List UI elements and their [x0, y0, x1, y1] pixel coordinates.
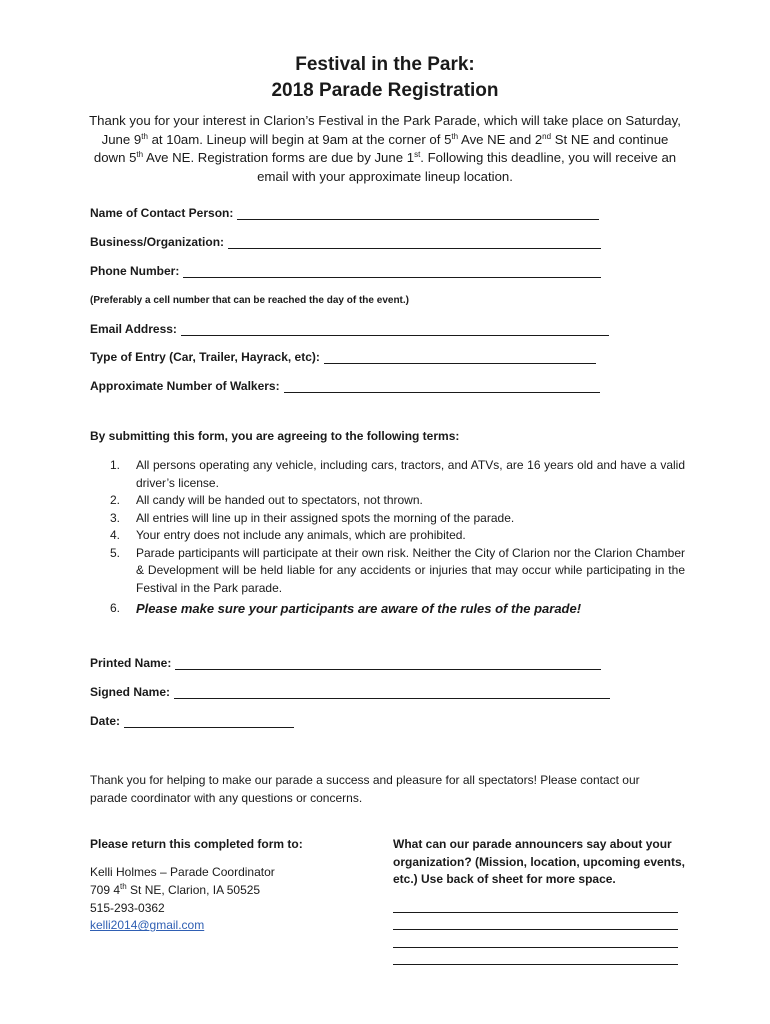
form-title: Festival in the Park: — [295, 54, 475, 75]
signed-name-label: Signed Name: — [90, 685, 171, 699]
coordinator-email-link[interactable]: kelli2014@gmail.com — [90, 918, 205, 933]
walkers-label: Approximate Number of Walkers: — [90, 379, 280, 393]
date-field[interactable] — [90, 714, 294, 728]
coordinator-name: Kelli Holmes – Parade Coordinator — [90, 865, 275, 879]
term-item-emphasis: 6. Please make sure your participants are aware of the rules of the parade! — [110, 601, 582, 616]
return-heading: Please return this completed form to: — [90, 837, 303, 851]
answer-line[interactable] — [393, 948, 678, 966]
contact-person-blank[interactable] — [237, 207, 599, 220]
phone-note: (Preferably a cell number that can be reached the day of the event.) — [90, 295, 409, 306]
entry-type-label: Type of Entry (Car, Trailer, Hayrack, etc): — [90, 350, 320, 364]
terms-list — [110, 457, 685, 618]
email-label: Email Address: — [90, 322, 177, 336]
street-address: 709 4th St NE, Clarion, IA 50525 — [90, 881, 261, 897]
phone-blank[interactable] — [183, 265, 601, 278]
term-item: 3. All entries will line up in their assigned spots the morning of the parade. — [110, 510, 515, 525]
printed-name-blank[interactable] — [175, 657, 601, 670]
phone-field[interactable] — [90, 264, 601, 278]
coordinator-phone: 515-293-0362 — [90, 900, 165, 915]
business-blank[interactable] — [228, 236, 601, 249]
entry-type-blank[interactable] — [324, 351, 596, 364]
signed-name-field[interactable] — [90, 685, 610, 699]
email-field[interactable] — [90, 322, 609, 336]
printed-name-label: Printed Name: — [90, 656, 172, 670]
printed-name-field[interactable] — [90, 656, 601, 670]
phone-label: Phone Number: — [90, 264, 180, 278]
date-label: Date: — [90, 714, 121, 728]
return-address — [90, 864, 275, 935]
term-item: 1. All persons operating any vehicle, including cars, tractors, and ATVs, are 16 years old and have a valid driver’s license. — [110, 458, 685, 490]
intro-paragraph: Thank you for your interest in Clarion’s Festival in the Park Parade, which will take place on Saturday, June 9th at 10am. Lineup will begin at 9am at the corner of 5th Ave NE and 2nd St NE and continue down 5th Ave NE. Registration forms are due by June 1st. Following this deadline, you will receive an email with your approximate lineup location. — [89, 113, 681, 184]
terms-heading: By submitting this form, you are agreeing to the following terms: — [90, 429, 460, 443]
signed-name-blank[interactable] — [174, 686, 610, 699]
contact-person-field[interactable] — [90, 206, 599, 220]
closing-paragraph: Thank you for helping to make our parade a success and pleasure for all spectators! Please contact our parade coordinator with any questions or concerns. — [90, 773, 640, 805]
term-item: 4. Your entry does not include any animals, which are prohibited. — [110, 528, 466, 542]
business-label: Business/Organization: — [90, 235, 225, 249]
email-blank[interactable] — [181, 323, 609, 336]
walkers-blank[interactable] — [284, 380, 600, 393]
term-item: 2. All candy will be handed out to spectators, not thrown. — [110, 493, 423, 507]
entry-type-field[interactable] — [90, 350, 596, 364]
form-subtitle: 2018 Parade Registration — [271, 80, 499, 101]
term-item: 5. Parade participants will participate at their own risk. Neither the City of Clarion nor the Clarion Chamber & Development will be held liable for any accidents or injuries that may occur while participating in the Festival in the Park parade. — [110, 545, 685, 595]
answer-line[interactable] — [393, 913, 678, 931]
date-blank[interactable] — [124, 715, 294, 728]
business-field[interactable] — [90, 235, 601, 249]
announcer-question: What can our parade announcers say about your organization? (Mission, location, upcoming events, etc.) Use back of sheet for more space. — [393, 837, 686, 886]
answer-line[interactable] — [393, 895, 678, 913]
announcer-answer-lines[interactable] — [393, 895, 678, 965]
answer-line[interactable] — [393, 930, 678, 948]
contact-person-label: Name of Contact Person: — [90, 206, 234, 220]
walkers-field[interactable] — [90, 379, 600, 393]
